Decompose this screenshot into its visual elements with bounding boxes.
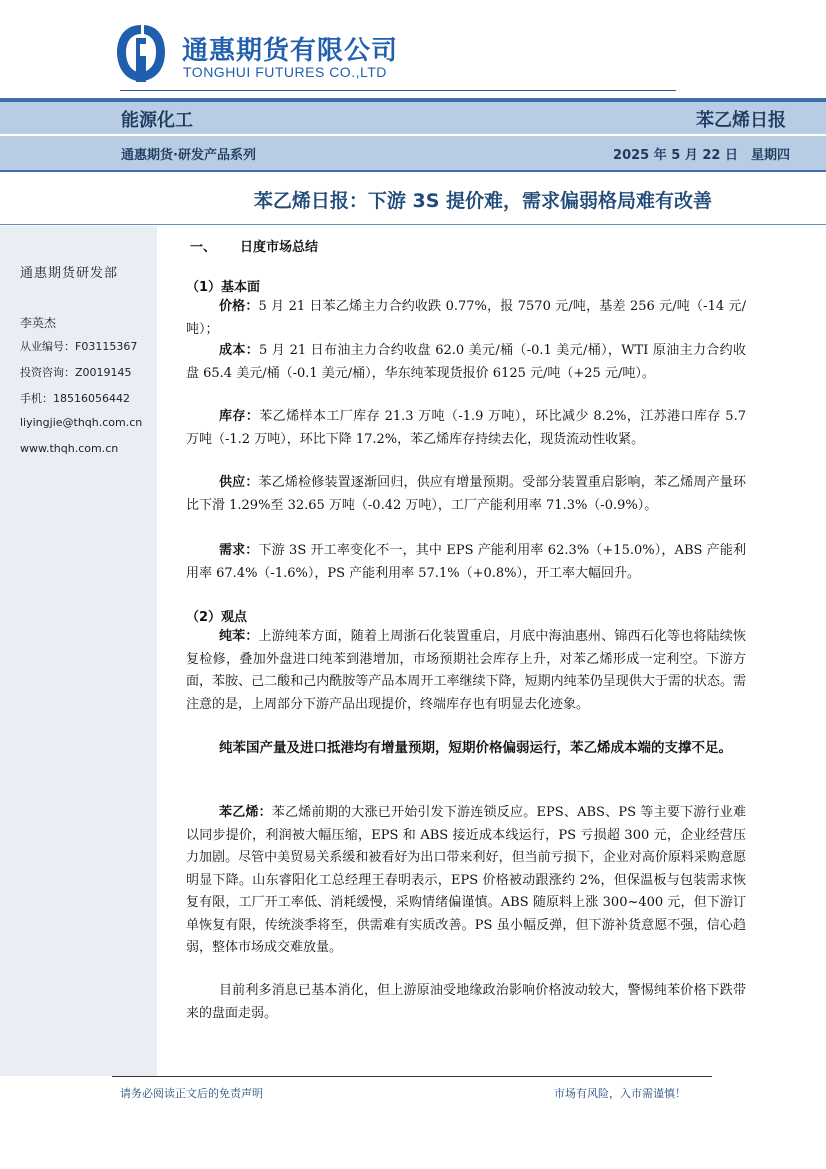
band-middle-rule [0, 134, 826, 136]
report-category: 能源化工 [121, 110, 193, 131]
paragraph-demand [186, 540, 746, 585]
demand-label: 需求： [219, 543, 259, 558]
report-series: 通惠期货·研发产品系列 [121, 148, 256, 163]
page-title: 苯乙烯日报：下游 3S 提价难，需求偏弱格局难有改善 [253, 190, 713, 212]
sidebar-website[interactable]: www.thqh.com.cn [20, 442, 119, 455]
company-logo-icon [114, 22, 168, 84]
sidebar-license-practice: 从业编号：F03115367 [20, 340, 138, 353]
report-type: 苯乙烯日报 [696, 110, 786, 131]
report-date: 2025 年 5 月 22 日 星期四 [613, 148, 790, 163]
paragraph-supply [186, 472, 746, 517]
paragraph-outlook: 目前利多消息已基本消化，但上游原油受地缘政治影响价格波动较大，警惕纯苯价格下跌带来的盘面走弱。 [186, 983, 746, 1021]
styrene-text: 苯乙烯前期的大涨已开始引发下游连锁反应。EPS、ABS、PS 等主要下游行业难以同步提价，利润被大幅压缩，EPS 和 ABS 接近成本线运行，PS 亏损超 300 元，企业经营压力加剧。尽管中美贸易关系缓和被看好为出口带来利好，但当前亏损下，企业对高价原料采购意愿明显下降。山东睿阳化工总经理王春明表示，EPS 价格被动跟涨约 2%，但保温板与包装需求恢复有限，工厂开工率低、消耗缓慢，采购情绪偏谨慎。ABS 随原料上涨 300~400 元，但下游订单恢复有限，传统淡季将至，供需难有实质改善。PS 虽小幅反弹，但下游补货意愿不强，信心趋弱，整体市场成交难放量。 [186, 805, 746, 955]
band-top-rule [0, 98, 826, 102]
footer-divider [112, 1076, 712, 1077]
subheading-basics: （1）基本面 [186, 280, 261, 295]
inventory-label: 库存： [219, 409, 260, 424]
sidebar-analyst: 李英杰 [20, 316, 57, 330]
section-heading [190, 236, 318, 255]
price-text: 5 月 21 日苯乙烯主力合约收跌 0.77%，报 7570 元/吨，基差 256 元/吨（-14 元/吨）； [186, 299, 746, 337]
demand-text: 下游 3S 开工率变化不一，其中 EPS 产能利用率 62.3%（+15.0%），ABS 产能利用率 67.4%（-1.6%），PS 产能利用率 57.1%（+0.8%），开工率大幅回升。 [186, 543, 746, 581]
paragraph-benzene [186, 626, 746, 716]
company-name-en: TONGHUI FUTURES CO.,LTD [183, 64, 387, 80]
subheading-views: （2）观点 [186, 610, 248, 625]
company-name-cn: 通惠期货有限公司 [182, 36, 399, 66]
paragraph-styrene [186, 802, 746, 960]
section-number: 一、 [190, 240, 217, 255]
cost-label: 成本： [219, 343, 260, 358]
sidebar-department: 通惠期货研发部 [20, 266, 119, 281]
sidebar-license-invest: 投资咨询：Z0019145 [20, 366, 132, 379]
benzene-label: 纯苯： [219, 629, 259, 644]
sidebar-email[interactable]: liyingjie@thqh.com.cn [20, 416, 143, 429]
footer-risk-warning: 市场有风险，入市需谨慎！ [554, 1087, 686, 1100]
styrene-label: 苯乙烯： [219, 805, 272, 820]
header-divider [120, 90, 676, 91]
band-bottom-rule [0, 170, 826, 172]
price-label: 价格： [219, 299, 259, 314]
cost-text: 5 月 21 日布油主力合约收盘 62.0 美元/桶（-0.1 美元/桶），WTI 原油主力合约收盘 65.4 美元/桶（-0.1 美元/桶），华东纯苯现货报价 6125 元/吨（+25 元/吨）。 [186, 343, 746, 381]
supply-text: 苯乙烯检修装置逐渐回归，供应有增量预期。受部分装置重启影响，苯乙烯周产量环比下滑 1.29%至 32.65 万吨（-0.42 万吨），工厂产能利用率 71.3%（-0.9%）。 [186, 475, 746, 513]
supply-label: 供应： [219, 475, 259, 490]
paragraph-benzene-summary: 纯苯国产量及进口抵港均有增量预期，短期价格偏弱运行，苯乙烯成本端的支撑不足。 [219, 740, 732, 756]
footer-disclaimer: 请务必阅读正文后的免责声明 [120, 1087, 263, 1100]
title-divider [0, 224, 826, 225]
paragraph-inventory [186, 406, 746, 451]
benzene-text: 上游纯苯方面，随着上周浙石化装置重启，月底中海油惠州、锦西石化等也将陆续恢复检修，叠加外盘进口纯苯到港增加，市场预期社会库存上升，对苯乙烯形成一定利空。下游方面，苯胺、己二酸和己内酰胺等产品本周开工率继续下降，短期内纯苯仍呈现供大于需的状态。需注意的是，上周部分下游产品出现提价，终端库存也有明显去化迹象。 [186, 629, 746, 712]
sidebar-phone: 手机：18516056442 [20, 392, 130, 405]
paragraph-cost [186, 340, 746, 385]
paragraph-price [186, 296, 746, 341]
section-title: 日度市场总结 [240, 240, 319, 255]
inventory-text: 苯乙烯样本工厂库存 21.3 万吨（-1.9 万吨），环比减少 8.2%，江苏港口库存 5.7 万吨（-1.2 万吨），环比下降 17.2%，苯乙烯库存持续去化，现货流动性收紧。 [186, 409, 746, 447]
